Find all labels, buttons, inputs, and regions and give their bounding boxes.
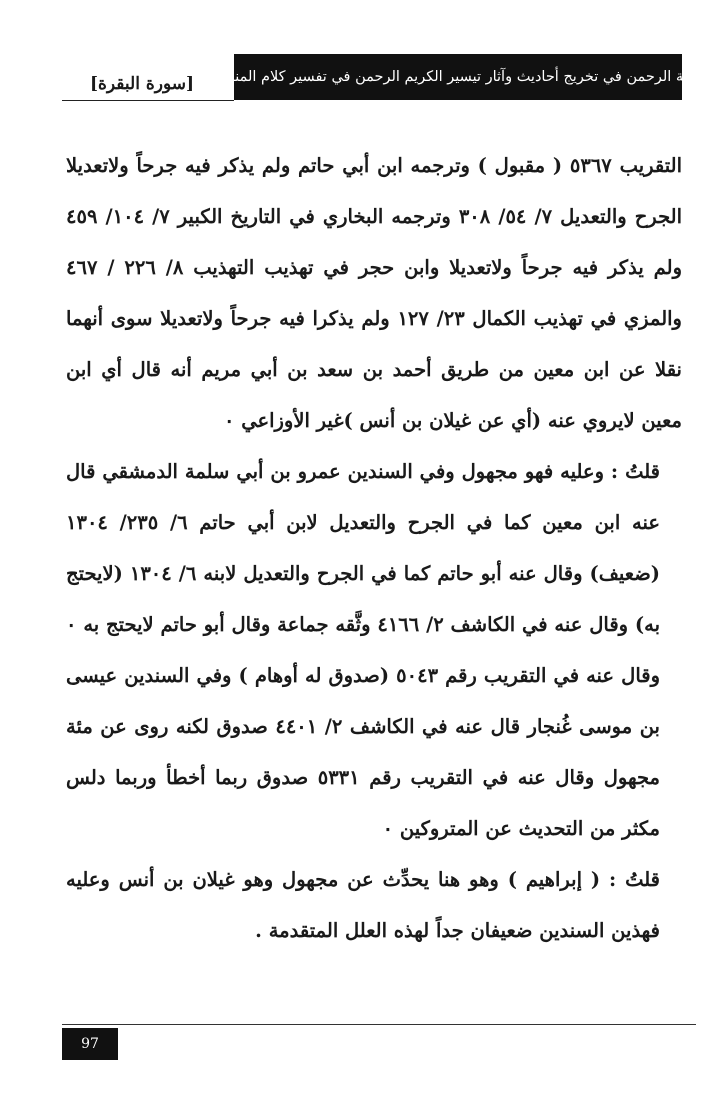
header-divider <box>62 100 234 101</box>
page-number: 97 <box>62 1028 118 1060</box>
paragraph: التقريب ٥٣٦٧ ( مقبول ) وترجمه ابن أبي حاتم ولم يذكر فيه جرحاً ولاتعديلا الجرح والتعديل ٧/ ٥٤/ ٣٠٨ وترجمه البخاري في التاريخ الكبير ٧/ ١٠٤/ ٤٥٩ ولم يذكر فيه جرحاً ولاتعديلا وابن حجر في تهذيب التهذيب ٨/ ٢٢٦ / ٤٦٧ والمزي في تهذيب الكمال ٢٣/ ١٢٧ ولم يذكرا فيه جرحاً ولاتعديلا سوى أنهما نقلا عن ابن معين من طريق أحمد بن سعد بن أبي مريم أنه قال أي ابن معين لايروي عنه (أي عن غيلان بن أنس )غير الأوزاعي ٠ <box>66 154 683 432</box>
book-title: منة الرحمن في تخريج أحاديث وآثار تيسير الكريم الرحمن في تفسير كلام المنان <box>234 54 682 100</box>
paragraph: قلتُ : وعليه فهو مجهول وفي السندين عمرو بن أبي سلمة الدمشقي قال عنه ابن معين كما في الجرح والتعديل لابن أبي حاتم ٦/ ٢٣٥/ ١٣٠٤ (ضعيف) وقال عنه أبو حاتم كما في الجرح والتعديل لابنه ٦/ ١٣٠٤ (لايحتج به) وقال عنه في الكاشف ٢/ ٤١٦٦ وثَّقه جماعة وقال أبو حاتم لايحتج به ٠ وقال عنه في التقريب رقم ٥٠٤٣ (صدوق له أوهام ) وفي السندين عيسى بن موسى غُنجار قال عنه في الكاشف ٢/ ٤٤٠١ صدوق لكنه روى عن مئة مجهول وقال عنه في التقريب رقم ٥٣٣١ صدوق ربما أخطأ وربما دلس مكثر من التحديث عن المتروكين ٠ <box>66 460 660 840</box>
running-header <box>62 54 696 100</box>
paragraph: قلتُ : ( إبراهيم ) وهو هنا يحدِّث عن مجهول وهو غيلان بن أنس وعليه فهذين السندين ضعيفان جداً لهذه العلل المتقدمة . <box>66 868 660 942</box>
page-body <box>66 140 682 956</box>
surah-label: [سورة البقرة] <box>89 74 195 94</box>
footer-divider <box>62 1024 696 1025</box>
